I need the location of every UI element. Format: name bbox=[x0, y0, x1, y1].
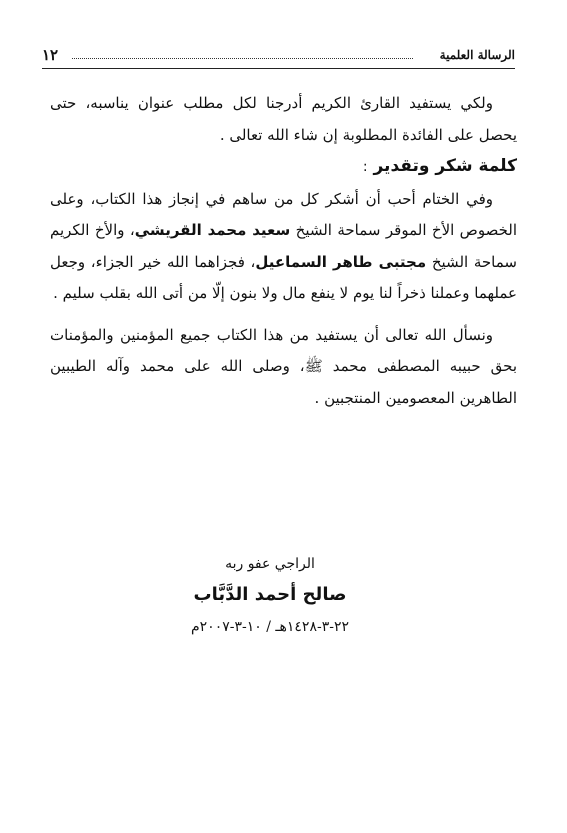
intro-paragraph: ولكي يستفيد القارئ الكريم أدرجنا لكل مطلب عنوان يناسبه، حتى يحصل على الفائدة المطلوبة إن شاء الله تعالى . bbox=[50, 94, 517, 144]
signature-block bbox=[100, 550, 440, 642]
author-name: صالح أحمد الدَّبَّاب bbox=[193, 584, 347, 605]
running-title: الرسالة العلمية bbox=[439, 48, 515, 62]
header-dotted-leader bbox=[72, 58, 413, 59]
section-heading-text: كلمة شكر وتقدير bbox=[373, 156, 517, 176]
paragraph-spacer bbox=[50, 310, 517, 320]
acknowledgment-paragraph bbox=[50, 184, 517, 310]
thanked-name-2: مجتبى طاهر السماعيل bbox=[255, 252, 427, 271]
page-body bbox=[50, 88, 517, 414]
page-number: ١٢ bbox=[42, 46, 59, 64]
section-heading bbox=[50, 151, 517, 184]
section-heading-colon: : bbox=[362, 159, 368, 175]
page-header bbox=[42, 46, 515, 66]
ack-text-3: ، فجزاهما الله خير الجزاء، وجعل عملهما وعملنا ذخراً لنا يوم لا ينفع مال ولا بنون إلّا من أتى الله بقلب سليم . bbox=[50, 252, 517, 302]
prayer-paragraph: ونسأل الله تعالى أن يستفيد من هذا الكتاب جميع المؤمنين والمؤمنات بحق حبيبه المصطفى محمد ﷺ، وصلى الله على محمد وآله الطيبين الطاهرين المعصومين المنتجبين . bbox=[50, 325, 517, 407]
thanked-name-1: سعيد محمد القريشي bbox=[134, 221, 291, 239]
header-rule bbox=[42, 68, 515, 69]
ack-text-1: وفي الختام أحب أن أشكر كل من ساهم في إنجاز هذا الكتاب، وعلى الخصوص الأخ الموقر سماحة الشيخ bbox=[50, 189, 517, 239]
ack-text-2: ، والأخ الكريم سماحة الشيخ bbox=[50, 221, 517, 271]
signature-intro: الراجي عفو ربه bbox=[225, 556, 315, 572]
signature-date: ٢٢-٣-١٤٢٨هـ / ١٠-٣-٢٠٠٧م bbox=[190, 619, 350, 635]
